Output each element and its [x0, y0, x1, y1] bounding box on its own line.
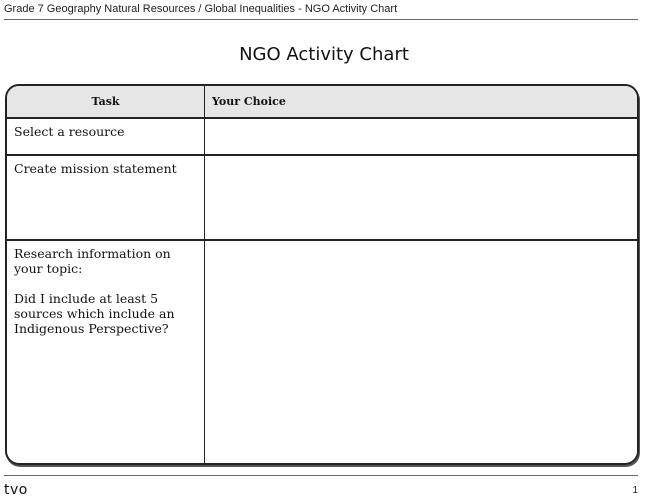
table-row: [7, 117, 637, 156]
choice-cell-select-resource[interactable]: [205, 119, 637, 156]
task-cell-select-resource: Select a resource: [7, 119, 205, 156]
choice-cell-mission-statement[interactable]: [205, 156, 637, 241]
page-title: NGO Activity Chart: [239, 44, 409, 65]
choice-cell-research[interactable]: [205, 241, 637, 463]
column-header-your-choice: Your Choice: [212, 95, 286, 108]
column-header-task: Task: [7, 86, 205, 117]
ngo-activity-table: [5, 84, 639, 465]
footer-divider: [4, 475, 638, 476]
table-row: [7, 239, 637, 463]
task-cell-research: Research information on your topic: Did I include at least 5 sources which include an Indigenous Perspective?: [7, 241, 205, 463]
page-number: 1: [632, 485, 638, 496]
document-header: Grade 7 Geography Natural Resources / Global Inequalities - NGO Activity Chart: [4, 3, 398, 15]
tvo-logo: tvo: [4, 482, 28, 498]
table-header-row: [7, 86, 637, 117]
task-cell-mission-statement: Create mission statement: [7, 156, 205, 241]
table-row: [7, 154, 637, 241]
header-divider: [4, 19, 638, 20]
